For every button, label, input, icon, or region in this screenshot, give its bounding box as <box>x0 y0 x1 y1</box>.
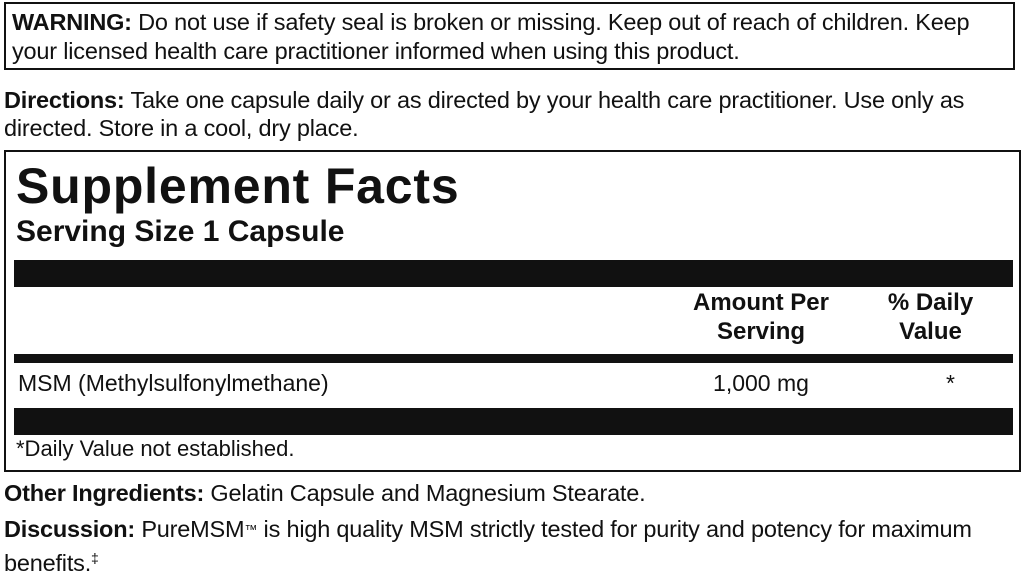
ingredient-name: MSM (Methylsulfonylmethane) <box>18 370 329 396</box>
medium-divider <box>14 354 1013 363</box>
warning-box <box>4 2 1015 70</box>
thick-divider-top <box>14 260 1013 287</box>
amount-per-serving-header: Amount Per Serving <box>692 289 829 345</box>
daily-value-footnote: *Daily Value not established. <box>16 436 295 461</box>
warning-text: Do not use if safety seal is broken or missing. Keep out of reach of children. Keep your licensed health care practitioner informed when using this product. <box>12 9 970 64</box>
thick-divider-bottom <box>14 408 1013 435</box>
discussion-text-start: PureMSM <box>135 516 245 542</box>
other-ingredients-label: Other Ingredients: <box>4 480 205 506</box>
ingredient-daily-value: * <box>946 370 955 396</box>
dagger-symbol: ‡ <box>91 550 99 566</box>
discussion-label: Discussion: <box>4 516 135 542</box>
discussion <box>4 515 1019 577</box>
directions <box>4 86 1019 142</box>
trademark-symbol: ™ <box>244 522 258 537</box>
supplement-facts-title: Supplement Facts <box>16 158 460 214</box>
discussion-text-end: is high quality MSM strictly tested for purity and potency for maximum benefits. <box>4 516 972 576</box>
directions-text: Take one capsule daily or as directed by your health care practitioner. Use only as directed. Store in a cool, dry place. <box>4 87 965 141</box>
other-ingredients <box>4 479 1019 507</box>
warning-label: WARNING: <box>12 9 132 35</box>
other-ingredients-text: Gelatin Capsule and Magnesium Stearate. <box>204 480 646 506</box>
ingredient-amount: 1,000 mg <box>713 370 809 396</box>
supplement-facts-panel <box>4 150 1021 472</box>
directions-label: Directions: <box>4 87 125 113</box>
serving-size: Serving Size 1 Capsule <box>16 215 345 248</box>
daily-value-header: % Daily Value <box>887 289 974 345</box>
